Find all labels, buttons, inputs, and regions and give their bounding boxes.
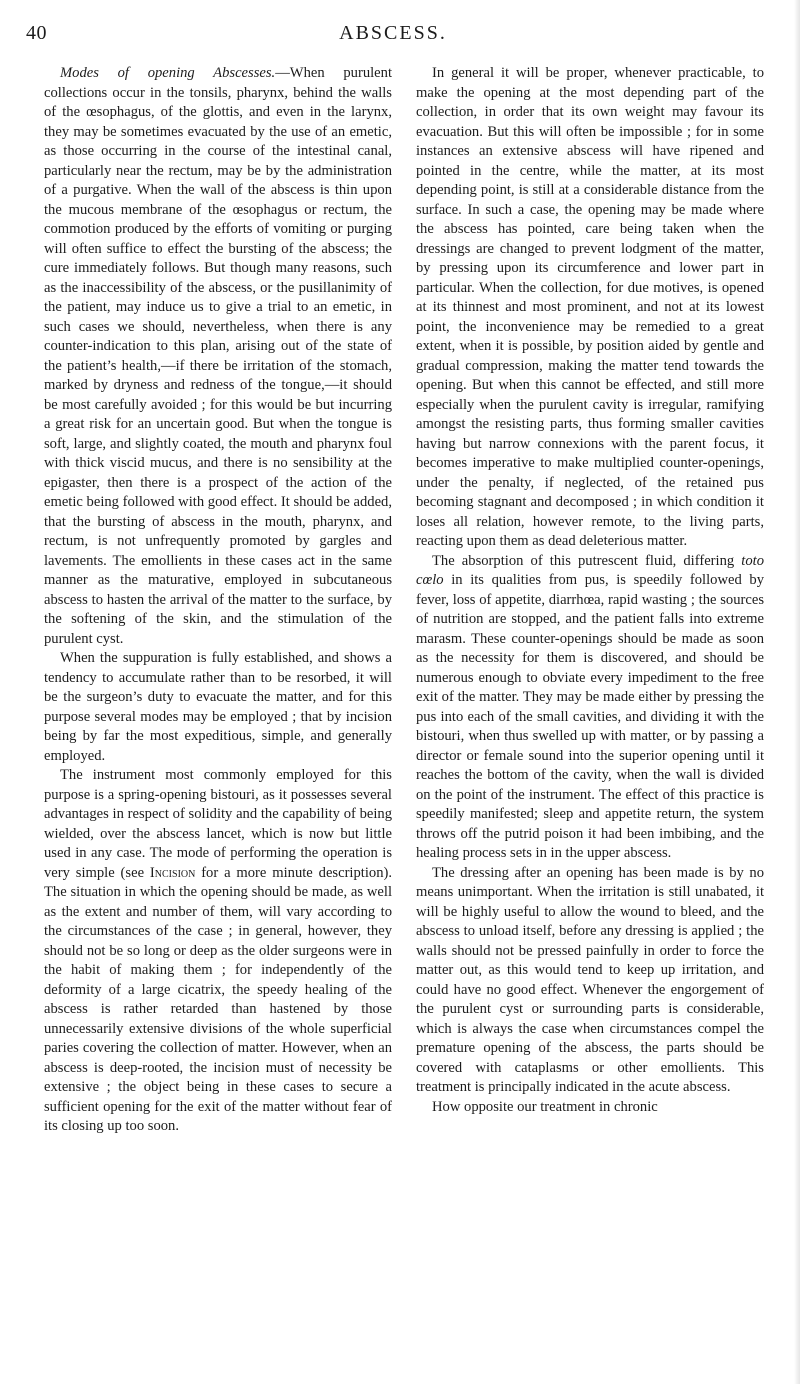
cross-reference: Incision	[149, 864, 196, 881]
paragraph: The dressing after an opening has been made is by no means unimportant. When the irritation is still unabated, it will be highly useful to allow the wound to bleed, and the abscess to unload itself, before any dressing is applied ; the walls should not be pressed painfully in order to force the matter out, as this would tend to keep up irritation, and could have no good effect. Whenever the engorgement of the purulent cyst or surrounding parts is considerable, which is always the case when circumstances compel the premature opening of the abscess, the parts should be covered with cataplasms or other emollients. This treatment is principally indicated in the acute abscess.	[416, 864, 764, 1095]
section-heading: Modes of opening Abscesses.	[60, 65, 276, 81]
paragraph-text: for a more minute description). The situation in which the opening should be made, as well as the extent and number of them, will vary according to the circumstances of the case ; in general, however, they should not be so long or deep as the older surgeons were in the habit of making them ; for independently of the deformity of a large cicatrix, the speedy healing of the abscess is rather retarded than hastened by those unnecessarily extensive divisions of the whole superficial paries covering the collection of matter. However, when an abscess is deep-rooted, the incision must of necessity be extensive ; the object being in these cases to secure a sufficient opening for the exit of the matter without fear of its closing up too soon.	[44, 864, 392, 1134]
paragraph	[416, 552, 764, 864]
paragraph	[44, 766, 392, 1137]
latin-phrase: toto cœlo	[416, 552, 764, 588]
paragraph: How opposite our treatment in chronic	[432, 1098, 658, 1115]
paragraph-text: The instrument most commonly employed for this purpose is a spring-opening bistouri, as it possesses several advantages in respect of solidity and the capability of being wielded, over the abscess lancet, which is now but little used in any case. The mode of performing the operation is very simple (see	[44, 767, 392, 881]
page-number: 40	[26, 22, 47, 44]
page-header	[26, 22, 760, 46]
right-column	[416, 64, 764, 1117]
paragraph-text: —When purulent collections occur in the tonsils, pharynx, behind the walls of the œsophagus, of the glottis, and even in the larynx, they may be sometimes evacuated by the use of an emetic, as those occurring in the course of the intestinal canal, particularly near the rectum, may be by the administration of a purgative. When the wall of the abscess is thin upon the mucous membrane of the œsophagus or rectum, the commotion produced by the efforts of vomiting or purging will often suffice to effect the bursting of the abscess; the cure immediately follows. But though many reasons, such as the inaccessibility of the abscess, or the pusillanimity of the patient, may induce us to give a trial to an emetic, in such cases we should, nevertheless, when there is any counter-indication to this plan, arising out of the state of the patient’s health,—if there be irritation of the stomach, marked by dryness and redness of the tongue,—it should be most carefully avoided ; for this would be but incurring a great risk for an uncertain good. But when the tongue is soft, large, and slightly coated, the mouth and pharynx foul with thick viscid mucus, and there is no sensibility at the epigaster, then there is a prospect of the action of the emetic being followed with good effect. It should be added, that the bursting of abscess in the mouth, pharynx, and rectum, is not unfrequently promoted by gargles and lavements. The emollients in these cases act in the same manner as the maturative, employed in subcutaneous abscess to hasten the arrival of the matter to the surface, by the softening of the skin, and the stimulation of the purulent cyst.	[44, 65, 392, 647]
paragraph: In general it will be proper, whenever practicable, to make the opening at the most depending part of the collection, in order that its own weight may favour its evacuation. But this will often be impossible ; for in some instances an extensive abscess will have ripened and pointed in the centre, while the matter, at its most depending point, is still at a considerable distance from the surface. In such a case, the opening may be made where the abscess has pointed, care being taken when the dressings are changed to prevent lodgment of the matter, by pressing upon its circumference and lower part in particular. When the collection, for due motives, is opened at its thinnest and most prominent, and not at its lowest point, the inconvenience may be remedied to a great extent, when it is possible, by position aided by gentle and gradual compression, making the matter tend towards the opening. But when this cannot be effected, and still more especially when the purulent cavity is irregular, ramifying amongst the resisting parts, thus forming smaller cavities having but narrow connexions with the parent focus, it becomes imperative to make multiplied counter-openings, under the penalty, if neglected, of the retained pus becoming stagnant and decomposed ; in which condition it loses all relation, however remote, to the living parts, reacting upon them as dead deleterious matter.	[416, 65, 764, 549]
paragraph: When the suppuration is fully established, and shows a tendency to accumulate rather than to be resorbed, it will be the surgeon’s duty to evacuate the matter, and for this purpose several modes may be employed ; that by incision being by far the most expeditious, simple, and generally employed.	[44, 650, 392, 764]
paragraph-text: The absorption of this putrescent fluid, differing	[432, 552, 742, 569]
page-edge-shadow	[794, 0, 800, 1384]
left-column	[44, 64, 392, 1137]
paragraph	[44, 64, 392, 649]
running-head: ABSCESS.	[339, 22, 447, 44]
paragraph-text: in its qualities from pus, is speedily followed by fever, loss of appetite, diarrhœa, rapid wasting ; the sources of nutrition are stopped, and the patient falls into extreme marasm. These counter-openings should be made as soon as the necessity for them is discovered, and should be numerous enough to obviate every impediment to the free exit of the matter. They may be made either by pressing the pus into each of the small cavities, and dividing it with the bistouri, when thus swelled up with matter, or by passing a director or female sound into the superior opening until it reaches the bottom of the cavity, when the wall is divided on the point of the instrument. The effect of this practice is speedily manifested; sleep and appetite return, the system throws off the putrid poison it had been imbibing, and the healing process sets in in the upper abscess.	[416, 572, 764, 861]
